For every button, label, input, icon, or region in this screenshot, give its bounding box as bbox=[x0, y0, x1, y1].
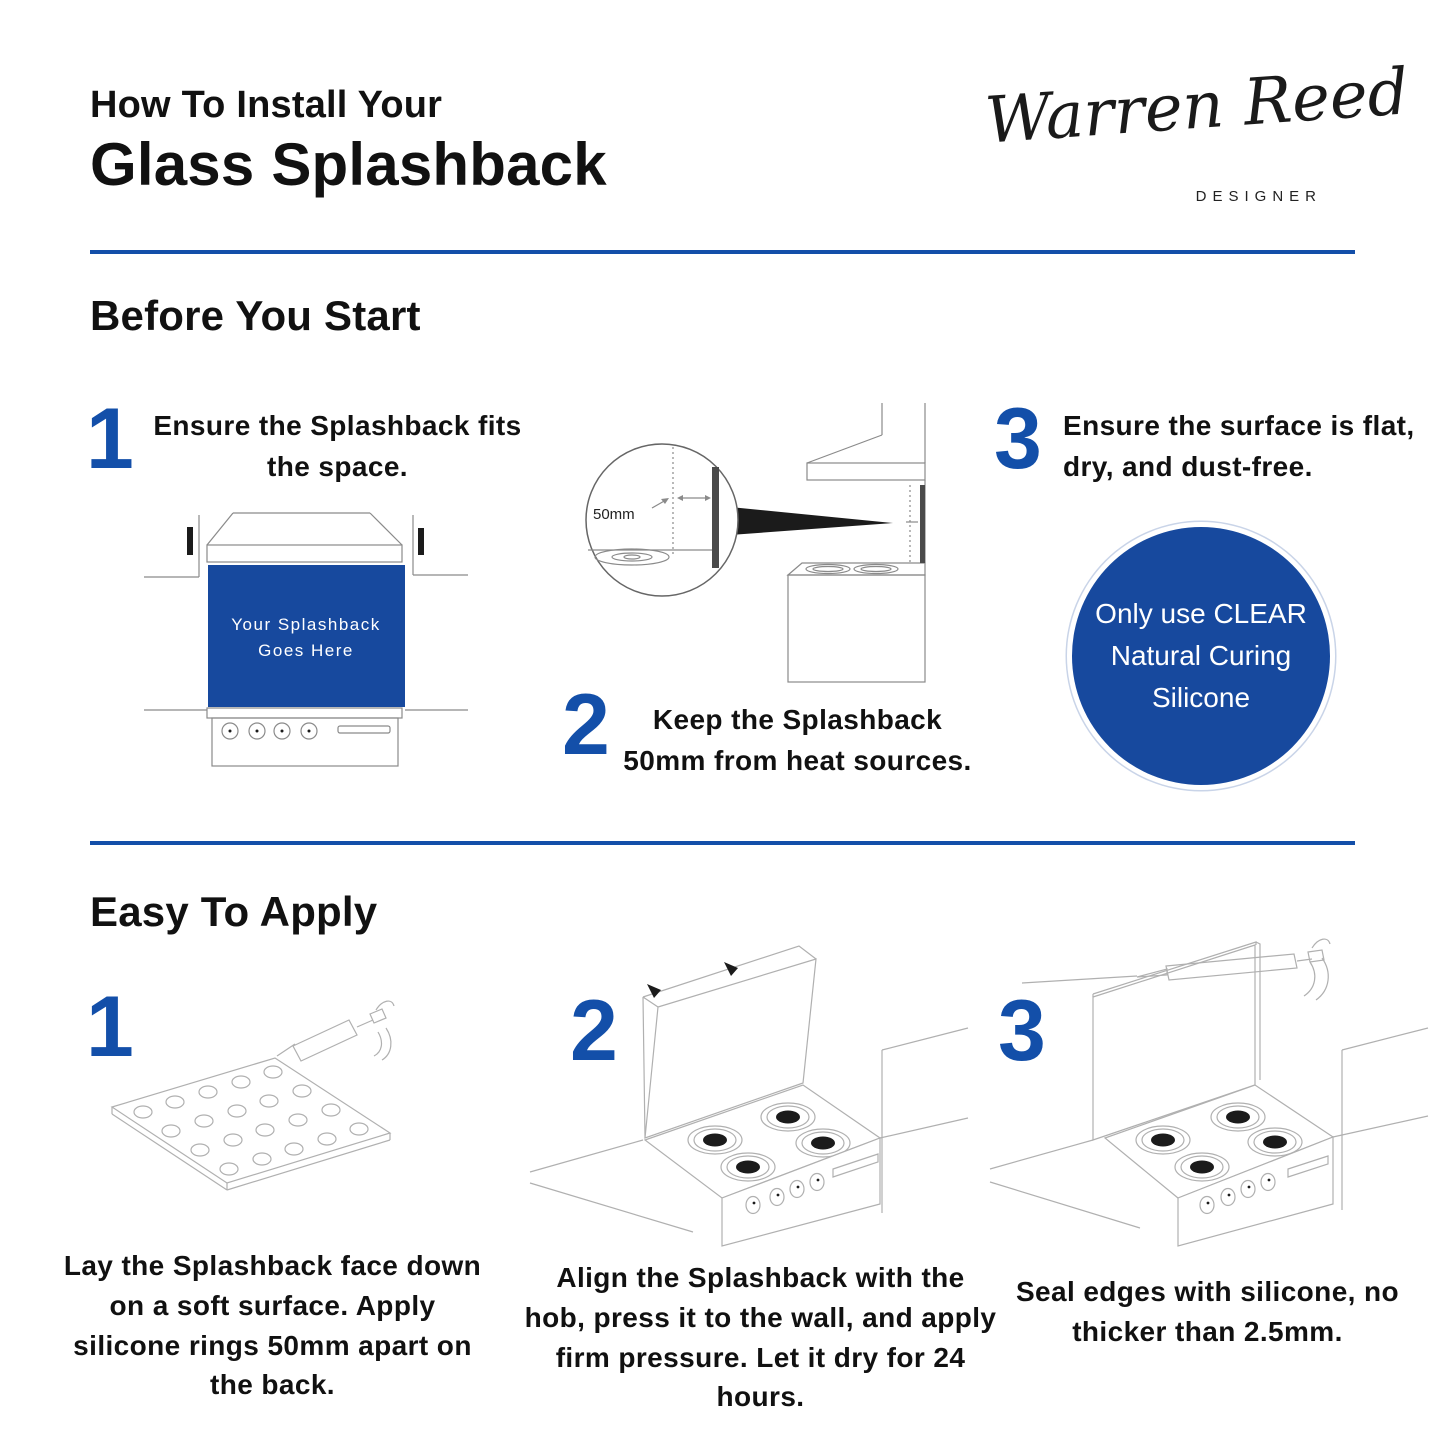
before-step3-text: Ensure the surface is flat, dry, and dust-free. bbox=[1063, 410, 1415, 482]
illustration-seal-edges bbox=[990, 920, 1430, 1250]
section-heading-apply: Easy To Apply bbox=[90, 888, 378, 935]
brand-logo bbox=[982, 55, 1411, 222]
illustration-align-panel bbox=[530, 920, 970, 1250]
section-divider-top bbox=[90, 250, 1355, 254]
page-title bbox=[90, 84, 607, 198]
before-step3-number: 3 bbox=[994, 391, 1042, 487]
splashback-edge bbox=[920, 485, 925, 563]
page-title-line2: Glass Splashback bbox=[90, 130, 607, 198]
illustration-50mm-gap bbox=[560, 400, 960, 700]
apply-step2-text: Align the Splashback with the hob, press it to the wall, and apply firm pressure. Let it dry for 24 hours. bbox=[524, 1262, 997, 1413]
silicone-note-badge bbox=[1072, 527, 1330, 785]
silicone-note-line3: Silicone bbox=[1151, 682, 1251, 713]
apply-step1-text: Lay the Splashback face down on a soft surface. Apply silicone rings 50mm apart on the back. bbox=[63, 1250, 482, 1401]
illustration-splashback-fit bbox=[130, 480, 530, 800]
apply-step3-number: 3 bbox=[998, 983, 1046, 1079]
section-heading-before: Before You Start bbox=[90, 292, 421, 339]
before-step2-number: 2 bbox=[562, 677, 610, 773]
silicone-note-line1: Only use CLEAR bbox=[1095, 598, 1307, 629]
brand-logo-name: Warren Reed bbox=[982, 55, 1411, 159]
apply-step3-text: Seal edges with silicone, no thicker than 2.5mm. bbox=[1015, 1276, 1400, 1347]
page-title-line1: How To Install Your bbox=[90, 84, 443, 126]
before-step1-number: 1 bbox=[86, 391, 134, 487]
splashback-placeholder-panel bbox=[208, 565, 405, 707]
section-divider-middle bbox=[90, 841, 1355, 845]
caulk-gun-icon bbox=[277, 1001, 394, 1061]
press-arrow-icon bbox=[724, 962, 738, 976]
placeholder-line1: Your Splashback bbox=[231, 615, 381, 634]
silicone-note-line2: Natural Curing bbox=[1110, 640, 1292, 671]
magnifier-pointer bbox=[730, 507, 893, 535]
apply-step1-number: 1 bbox=[86, 979, 134, 1075]
gap-measure-label: 50mm bbox=[593, 506, 635, 523]
illustration-lay-flat bbox=[80, 980, 500, 1240]
apply-step2-number: 2 bbox=[570, 983, 618, 1079]
press-arrow-icon bbox=[647, 984, 661, 998]
brand-logo-subtitle: DESIGNER bbox=[1195, 188, 1322, 205]
splashback-edge-zoom bbox=[712, 467, 719, 568]
before-step2-text: Keep the Splashback 50mm from heat sources. bbox=[623, 704, 972, 776]
before-step1-text: Ensure the Splashback fits the space. bbox=[153, 410, 522, 482]
placeholder-line2: Goes Here bbox=[258, 641, 354, 660]
